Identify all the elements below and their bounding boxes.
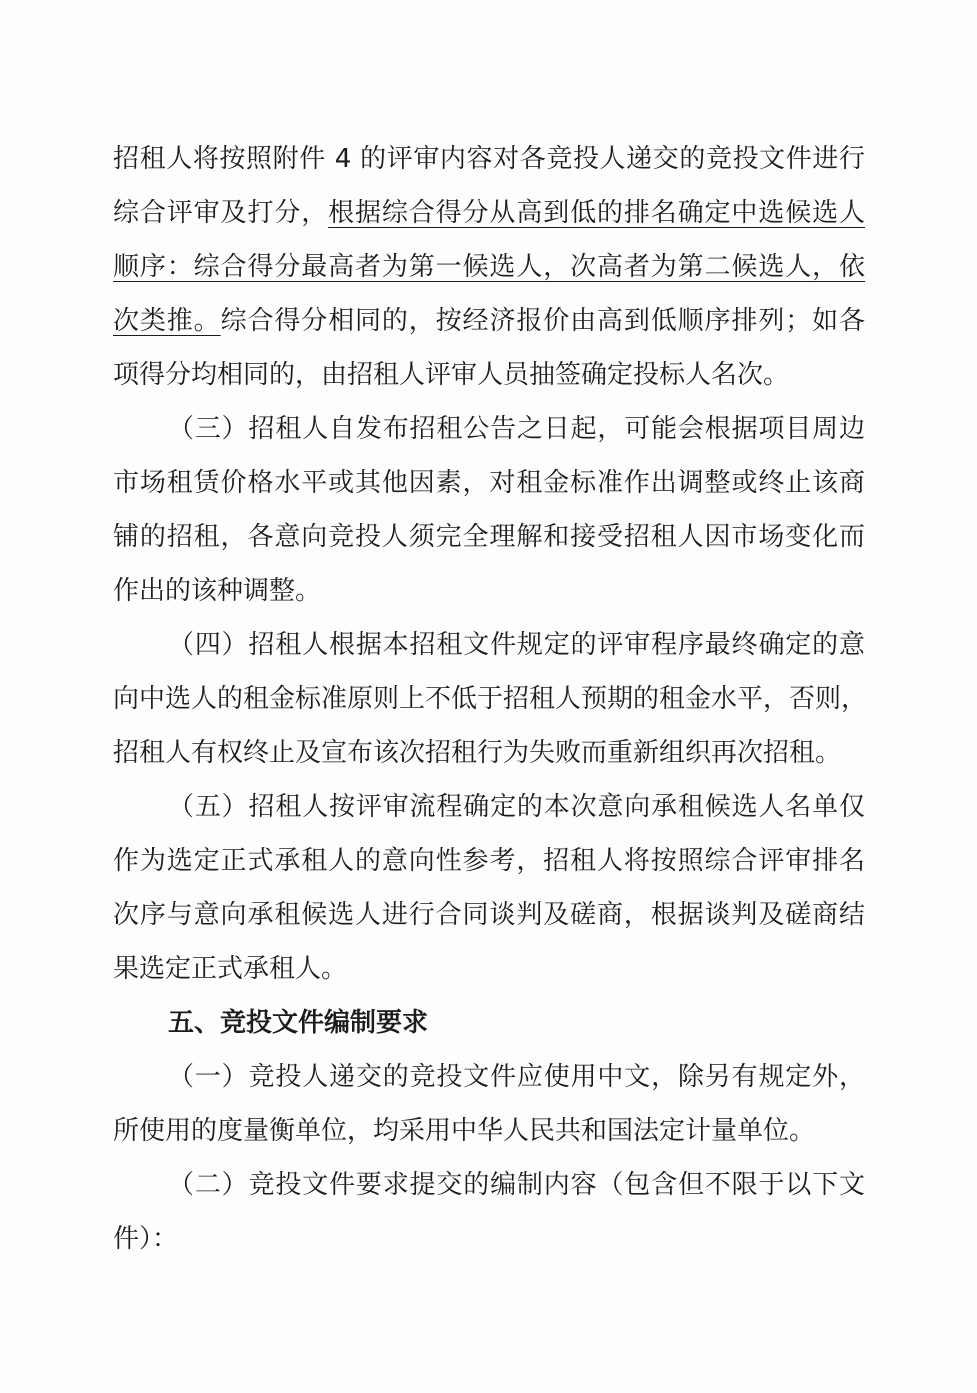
paragraph-5-line-1: （五）招租人按评审流程确定的本次意向承租候选人名单仅 xyxy=(168,792,865,822)
section-item-1-line-1: （一）竞投人递交的竞投文件应使用中文，除另有规定外， xyxy=(168,1062,865,1092)
paragraph-1-line-2 xyxy=(113,193,865,233)
paragraph-3-line-3: 铺的招租，各意向竞投人须完全理解和接受招租人因市场变化而 xyxy=(113,522,865,552)
paragraph-1-line-4-plain: 综合得分相同的，按经济报价由高到低顺序排列；如各 xyxy=(220,306,865,336)
paragraph-3-line-4: 作出的该种调整。 xyxy=(113,576,322,606)
paragraph-1-line-4-underlined: 次类推。 xyxy=(113,306,221,336)
paragraph-5-line-2: 作为选定正式承租人的意向性参考，招租人将按照综合评审排名 xyxy=(113,846,865,876)
paragraph-4-line-2: 向中选人的租金标准原则上不低于招租人预期的租金水平，否则， xyxy=(113,684,868,714)
paragraph-4-line-1: （四）招租人根据本招租文件规定的评审程序最终确定的意 xyxy=(168,630,865,660)
paragraph-1-line-3 xyxy=(113,247,865,287)
paragraph-1-line-2-underlined: 根据综合得分从高到低的排名确定中选候选人 xyxy=(328,198,865,228)
paragraph-3-line-1: （三）招租人自发布招租公告之日起，可能会根据项目周边 xyxy=(168,414,865,444)
paragraph-1-line-1: 招租人将按照附件 4 的评审内容对各竞投人递交的竞投文件进行 xyxy=(113,144,865,174)
paragraph-1-line-3-underlined: 顺序：综合得分最高者为第一候选人，次高者为第二候选人，依 xyxy=(113,252,865,282)
section-heading: 五、竞投文件编制要求 xyxy=(168,1008,429,1038)
paragraph-1-line-2-plain: 综合评审及打分， xyxy=(113,198,329,228)
paragraph-5-line-3: 次序与意向承租候选人进行合同谈判及磋商，根据谈判及磋商结 xyxy=(113,900,865,930)
section-item-2-line-2: 件）： xyxy=(113,1224,179,1254)
paragraph-3-line-2: 市场租赁价格水平或其他因素，对租金标准作出调整或终止该商 xyxy=(113,468,865,498)
paragraph-1-line-5: 项得分均相同的，由招租人评审人员抽签确定投标人名次。 xyxy=(113,360,790,390)
section-item-1-line-2: 所使用的度量衡单位，均采用中华人民共和国法定计量单位。 xyxy=(113,1116,816,1146)
paragraph-5-line-4: 果选定正式承租人。 xyxy=(113,954,348,984)
paragraph-4-line-3: 招租人有权终止及宣布该次招租行为失败而重新组织再次招租。 xyxy=(113,738,842,768)
section-item-2-line-1: （二）竞投文件要求提交的编制内容（包含但不限于以下文 xyxy=(168,1170,865,1200)
paragraph-1-line-4 xyxy=(113,301,865,341)
